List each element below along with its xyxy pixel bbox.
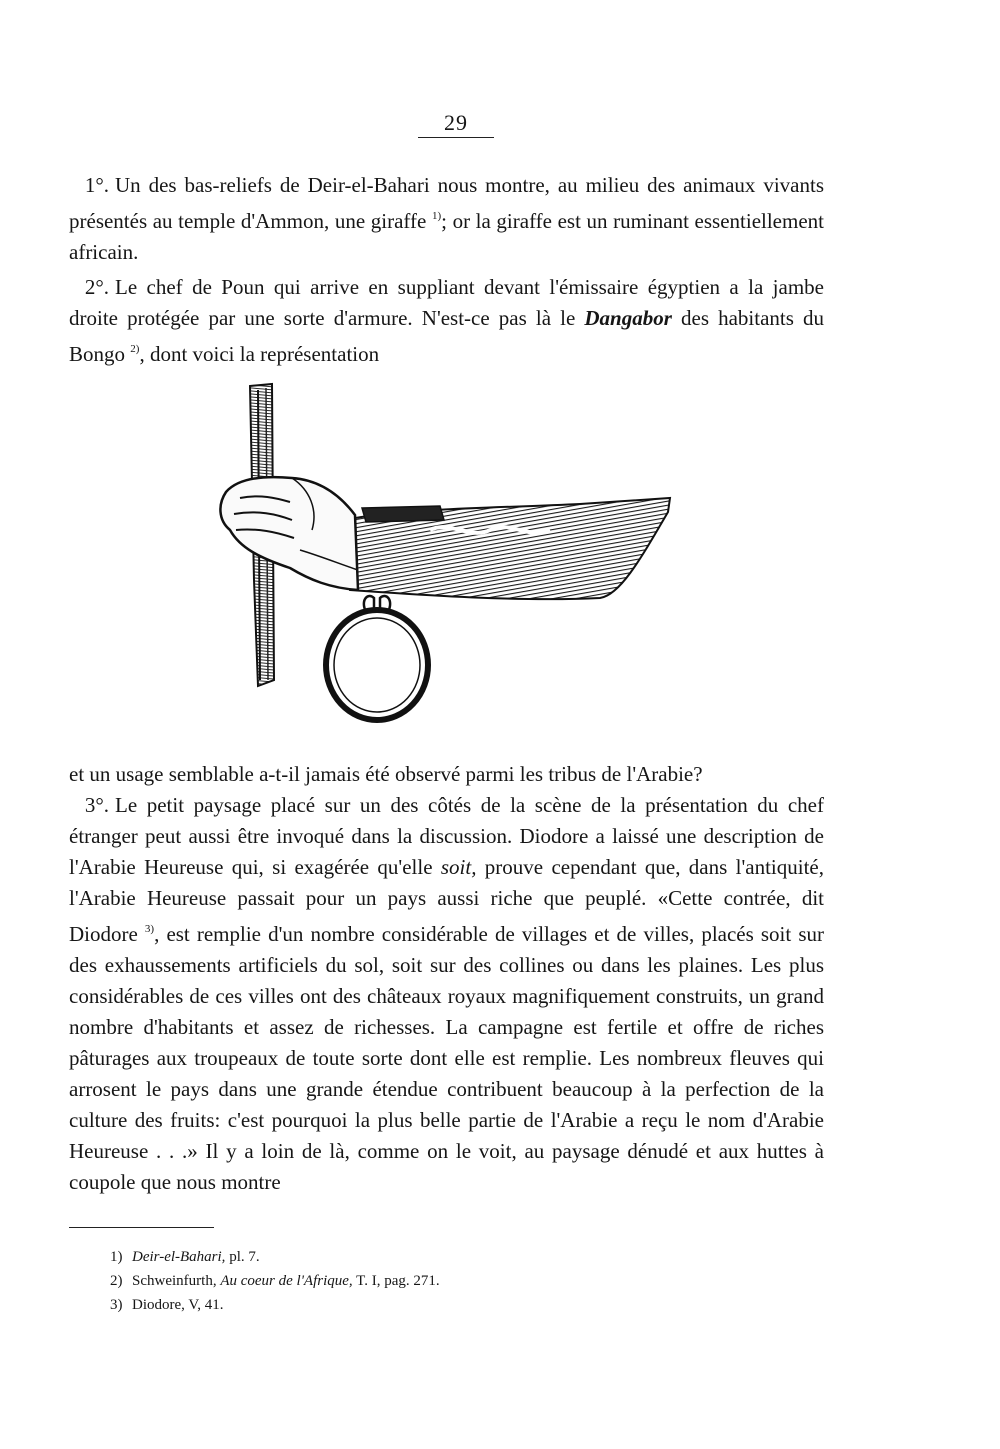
footnote-2-rest: T. I, pag. 271. [352,1273,440,1289]
footnote-3-number: 3) [110,1297,123,1313]
paragraph-4-lead: 3°. [84,793,109,817]
forearm-armlet-illustration [200,380,680,740]
paragraph-1 [69,170,824,268]
hand [220,477,358,590]
paragraph-1-text-a: Un des bas-reliefs de Deir-el-Bahari nous montre, au milieu des animaux vivants présentés au temple d'Ammon, une giraffe [69,173,824,233]
footnote-3-plain: Diodore, V, 41. [132,1297,224,1313]
footnote-1-italic: Deir-el-Bahari, [132,1249,226,1265]
paragraph-4-italic: soit, [440,855,477,879]
paragraph-2-text-c: , dont voici la représentation [139,342,380,366]
paragraph-4-text-a: Le petit paysage placé sur un des côtés de la scène de la présentation du chef étranger peut aussi être invoqué dans la discussion. Diodore a laissé une description de l'Arabie Heureuse qui, si exagérée qu'elle [69,793,824,879]
bronze-ring [326,596,428,720]
paragraph-1-lead: 1°. [84,173,109,197]
paragraph-4 [69,790,824,1198]
paragraph-4-text-c: , est remplie d'un nombre considérable de villages et de villes, placés soit sur des exhaussements artificiels du sol, soit sur des collines ou dans les plaines. Les plus considérables de ces villes ont des châteaux royaux magnifiquement construits, un grand nombre d'habitants et assez de richesses. La campagne est fertile et offre de riches pâturages aux troupeaux de toute sorte dont elle est remplie. Les nombreux fleuves qui arrosent le pays dans une grande étendue contribuent beaucoup à la perfection de la culture des fruits: c'est pourquoi la plus belle partie de l'Arabie a reçu le nom d'Arabie Heureuse . . .» Il y a loin de là, comme on le voit, au paysage dénudé et aux huttes à coupole que nous montre [69,922,824,1194]
paragraph-1-text-b: ; or la giraffe est un ruminant essentiellement africain. [69,209,824,264]
paragraph-2-text-b: des habitants du Bongo [69,306,824,366]
footnote-2-plain: Schweinfurth, [132,1273,221,1289]
paragraph-3 [69,759,824,790]
footnote-ref-3[interactable]: 3) [144,923,155,935]
footnote-1-number: 1) [110,1249,123,1265]
footnote-2-italic: Au coeur de l'Afrique, [220,1273,353,1289]
footnote-1 [110,1245,710,1269]
page-number-rule [418,137,494,138]
paragraph-4-text-b: prouve cependant que, dans l'antiquité, l'Arabie Heureuse passait pour un pays aussi riche que peuplé. «Cette contrée, dit Diodore [69,855,824,946]
page-number: 29 [444,110,468,135]
footnote-2-number: 2) [110,1273,123,1289]
dangabor-term: Dangabor [584,306,672,330]
forearm [345,498,670,599]
paragraph-2-text-a: Le chef de Poun qui arrive en suppliant devant l'émissaire égyptien a la jambe droite protégée par une sorte d'armure. N'est-ce pas là le [69,275,824,330]
footnote-2 [110,1269,710,1293]
footnotes [110,1245,710,1317]
paragraph-3-text: et un usage semblable a-t-il jamais été observé parmi les tribus de l'Arabie? [69,762,703,786]
paragraph-2-lead: 2°. [84,275,109,299]
footnote-ref-2[interactable]: 2) [130,343,140,355]
footnote-1-rest: pl. 7. [225,1249,260,1265]
footnote-3 [110,1293,710,1317]
footnote-ref-1[interactable]: 1) [431,210,442,222]
paragraph-2 [69,272,824,370]
footnote-rule [69,1227,214,1228]
